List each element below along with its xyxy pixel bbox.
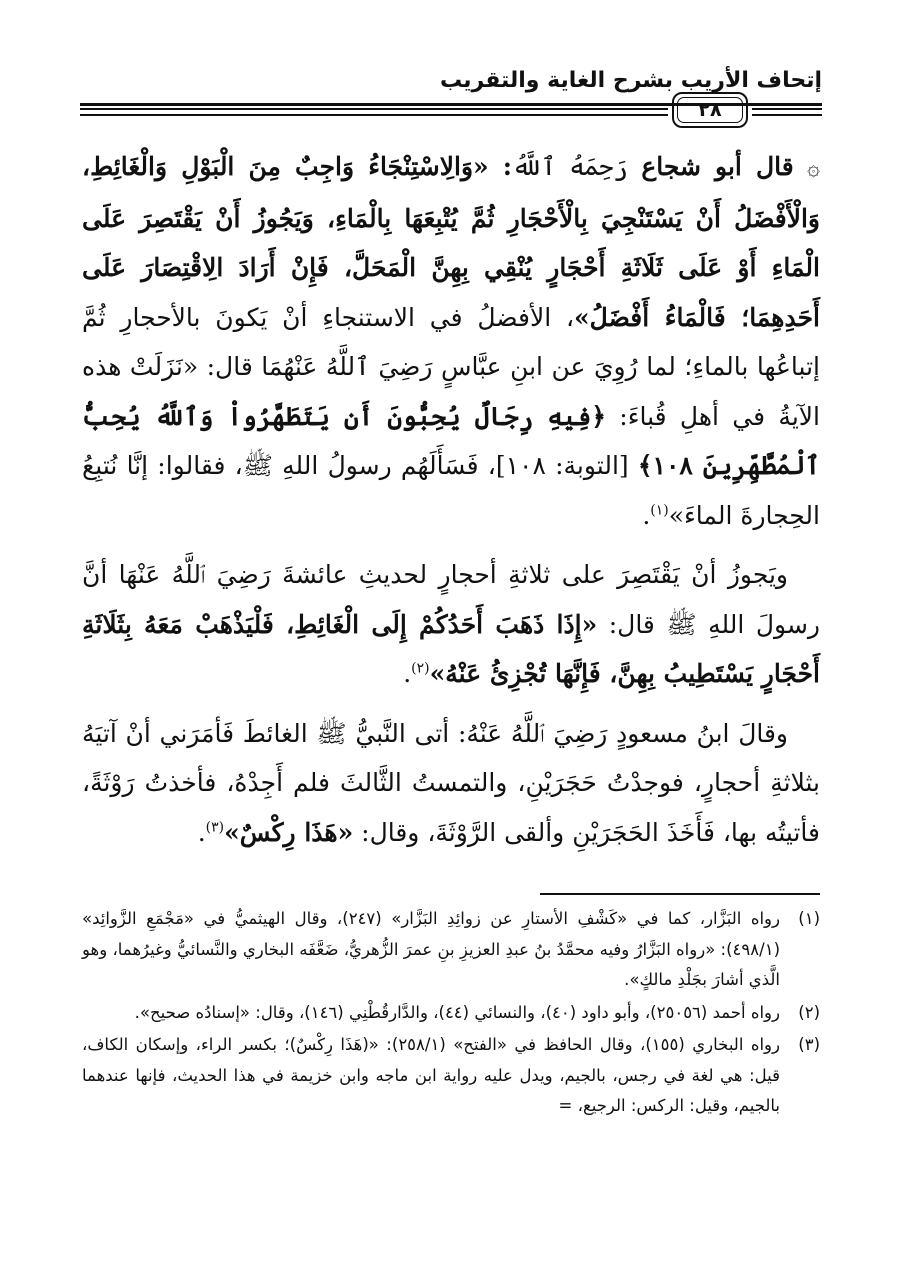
- matn-quote: : «وَالِاسْتِنْجَاءُ وَاجِبٌ مِنَ الْبَوْلِ وَالْغَائِطِ، وَالْأَفْضَلُ أَنْ يَسْتَنْجِيَ بِالْأَحْجَارِ ثُمَّ يُتْبِعَهَا بِالْمَاءِ، وَيَجُوزُ أَنْ يَقْتَصِرَ عَلَى الْمَاءِ أَوْ عَلَى ثَلَاثَةِ أَحْجَارٍ يُنْقِي بِهِنَّ الْمَحَلَّ، فَإِنْ أَرَادَ الِاقْتِصَارَ عَلَى أَحَدِهِمَا؛ فَالْمَاءُ أَفْضَلُ»: [82, 152, 820, 332]
- paragraph-ibn-masud: وقالَ ابنُ مسعودٍ رَضِيَ ٱللَّهُ عَنْهُ: أتى النَّبيُّ ﷺ الغائطَ فَأمَرَني أنْ آتيَهُ بثلاثةِ أحجارٍ، فوجدْتُ حَجَرَيْنِ، والتمستُ الثَّالثَ فلم أَجِدْهُ، فأخذتُ رَوْثَةً، فأتيتُه بها، فَأَخَذَ الحَجَرَيْنِ وألقى الرَّوْثَةَ، وقال: «هَذَا رِكْسٌ»$^{(٣)}$.: [82, 718, 820, 847]
- footnote-text: رواه البخاري (١٥٥)، وقال الحافظ في «الفتح» (٢٥٨/١): «(هَذَا رِكْسٌ)؛ بكسر الراء، وإسكان الكاف، قيل: هي لغة في رجس، بالجيم، ويدل عليه رواية ابن ماجه وابن خزيمة في هذا الحديث، فإنها عندهما بالجيم، وقيل: الركس: الرجيع، =: [82, 1035, 780, 1115]
- footnote-number: (٢): [798, 1002, 820, 1022]
- main-text: [82, 142, 820, 867]
- footnotes: [82, 904, 820, 1124]
- hadith-quote: «هَذَا رِكْسٌ»: [224, 817, 354, 847]
- footnote-item: [82, 998, 820, 1029]
- footnote-number: (٣): [798, 1035, 820, 1054]
- page-number: ٢٨: [677, 97, 743, 123]
- paragraph-text: ويَجوزُ أنْ يَقْتَصِرَ على ثلاثةِ أحجارٍ لحديثِ عائشةَ رَضِيَ ٱللَّهُ عَنْهَا أنَّ رسولَ اللهِ ﷺ قال:: [82, 560, 820, 639]
- commentary-text-continued: [التوبة: ١٠٨]، فَسَأَلَهُم رسولُ اللهِ ﷺ، فقالوا: إنَّا نُتبِعُ الحِجارةَ الماءَ»: [82, 451, 820, 530]
- page-number-frame: [672, 92, 748, 128]
- honorific: رَحِمَهُ ٱللَّهُ: [512, 152, 628, 181]
- hadith-quote: «إِذَا ذَهَبَ أَحَدُكُمْ إِلَى الْغَائِطِ، فَلْيَذْهَبْ مَعَهُ بِثَلَاثَةِ أَحْجَارٍ يَسْتَطِيبُ بِهِنَّ، فَإِنَّهَا تُجْزِئُ عَنْهُ»: [82, 609, 820, 688]
- paragraph-aisha-hadith: ويَجوزُ أنْ يَقْتَصِرَ على ثلاثةِ أحجارٍ لحديثِ عائشةَ رَضِيَ ٱللَّهُ عَنْهَا أنَّ رسولَ اللهِ ﷺ قال: «إِذَا ذَهَبَ أَحَدُكُمْ إِلَى الْغَائِطِ، فَلْيَذْهَبْ مَعَهُ بِثَلَاثَةِ أَحْجَارٍ يَسْتَطِيبُ بِهِنَّ، فَإِنَّهَا تُجْزِئُ عَنْهُ»$^{(٢)}$.: [82, 560, 820, 688]
- ornament-marker-icon: ۞: [807, 156, 820, 181]
- footnote-text: رواه البَزَّار، كما في «كَشْفِ الأستارِ عن زوائِدِ البَزَّار» (٢٤٧)، وقال الهيثميُّ في «مَجْمَعِ الزَّوائِد» (٤٩٨/١): «رواه البَزَّارُ وفيه محمَّدُ بنُ عبدِ العزيزِ بنِ عمرَ الزُّهريُّ، ضَعَّفَه البخاري والنَّسائيُّ وغيرُهما، وهو الَّذي أشارَ بجَلْدِ مالكٍ».: [82, 909, 780, 989]
- paragraph-text: وقالَ ابنُ مسعودٍ رَضِيَ ٱللَّهُ عَنْهُ: أتى النَّبيُّ ﷺ الغائطَ فَأمَرَني أنْ آتيَهُ بثلاثةِ أحجارٍ، فوجدْتُ حَجَرَيْنِ، والتمستُ الثَّالثَ فلم أَجِدْهُ، فأخذتُ رَوْثَةً، فأتيتُه بها، فَأَخَذَ الحَجَرَيْنِ وألقى الرَّوْثَةَ، وقال:: [82, 718, 820, 847]
- footnote-item: [82, 904, 820, 996]
- footnote-number: (١): [798, 909, 820, 928]
- running-header-title: إتحاف الأريب بشرح الغاية والتقريب: [439, 68, 822, 93]
- header-double-rule-right: [752, 108, 822, 116]
- speaker-name: قال أبو شجاع: [641, 152, 794, 181]
- commentary-text: ، الأفضلُ في الاستنجاءِ أنْ يَكونَ بالأحجارِ ثُمَّ إتباعُها بالماءِ؛ لما رُوِيَ عن ابنِ عبَّاسٍ رَضِيَ ٱللَّهُ عَنْهُمَا قال: «نَزَلَتْ هذه الآيةُ في أهلِ قُباءَ:: [82, 302, 820, 431]
- footnote-ref-2: (٢): [411, 660, 430, 677]
- footnote-separator: [540, 893, 820, 895]
- footnote-ref-3: (٣): [205, 819, 225, 836]
- header-double-rule-left: [80, 108, 668, 116]
- paragraph-matn: ۞ قال أبو شجاع رَحِمَهُ ٱللَّهُ: «وَالِاسْتِنْجَاءُ وَاجِبٌ مِنَ الْبَوْلِ وَالْغَائِطِ، وَالْأَفْضَلُ أَنْ يَسْتَنْجِيَ بِالْأَحْجَارِ ثُمَّ يُتْبِعَهَا بِالْمَاءِ، وَيَجُوزُ أَنْ يَقْتَصِرَ عَلَى الْمَاءِ أَوْ عَلَى ثَلَاثَةِ أَحْجَارٍ يُنْقِي بِهِنَّ الْمَحَلَّ، فَإِنْ أَرَادَ الِاقْتِصَارَ عَلَى أَحَدِهِمَا؛ فَالْمَاءُ أَفْضَلُ»، الأفضلُ في الاستنجاءِ أنْ يَكونَ بالأحجارِ ثُمَّ إتباعُها بالماءِ؛ لما رُوِيَ عن ابنِ عبَّاسٍ رَضِيَ ٱللَّهُ عَنْهُمَا قال: «نَزَلَتْ هذه الآيةُ في أهلِ قُباءَ: ﴿فِيهِ رِجَالٌ يُحِبُّونَ أَن يَتَطَهَّرُواْ وَٱللَّهُ يُحِبُّ ٱلْمُطَّهِّرِينَ ١٠٨﴾ [التوبة: ١٠٨]، فَسَأَلَهُم رسولُ اللهِ ﷺ، فقالوا: إنَّا نُتبِعُ الحِجارةَ الماءَ»$^{(١)}$.: [82, 152, 821, 530]
- footnote-text: رواه أحمد (٢٥٠٥٦)، وأبو داود (٤٠)، والنسائي (٤٤)، والدَّارقُطْنِي (١٤٦)، وقال: «إسنادُه صحيح».: [134, 1002, 780, 1022]
- quran-verse: ﴿فِيهِ رِجَالٌ يُحِبُّونَ أَن يَتَطَهَّرُواْ وَٱللَّهُ يُحِبُّ ٱلْمُطَّهِّرِينَ ١٠٨﴾: [82, 401, 821, 480]
- footnote-item: [82, 1030, 820, 1122]
- footnote-ref-1: (١): [650, 502, 669, 519]
